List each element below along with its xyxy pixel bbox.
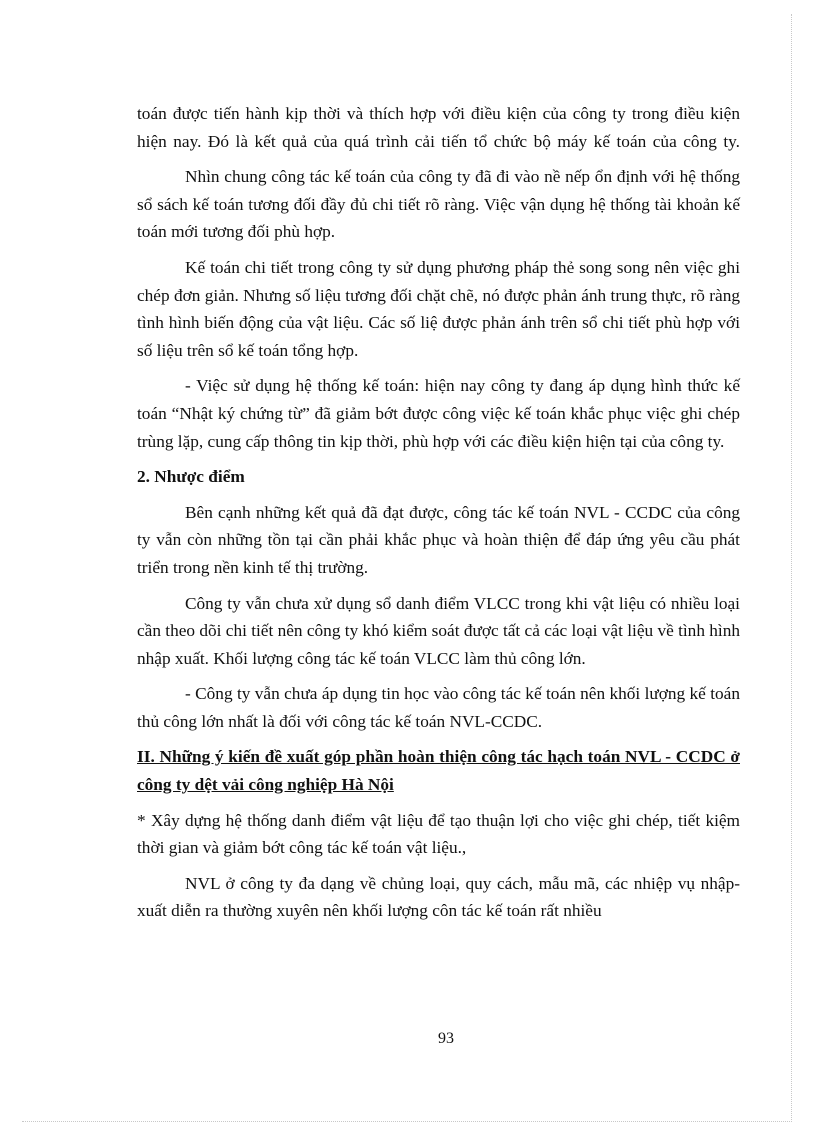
page-body xyxy=(137,100,740,933)
page-number: 93 xyxy=(438,1030,454,1047)
paragraph-overview: Nhìn chung công tác kế toán của công ty đã đi vào nề nếp ổn định với hệ thống sổ sách kế toán tương đối đầy đủ chi tiết rõ ràng. Việc vận dụng hệ thống tài khoản kế toán mới tương đối phù hợp. xyxy=(137,167,740,242)
paragraph-it: - Công ty vẫn chưa áp dụng tin học vào công tác kế toán nên khối lượng kế toán thủ công lớn nhất là đối với công tác kế toán NVL-CCDC. xyxy=(137,684,740,731)
paragraph-accounting-system: - Việc sử dụng hệ thống kế toán: hiện nay công ty đang áp dụng hình thức kế toán “Nhật ký chứng từ” đã giảm bớt được công việc kế toán khắc phục việc ghi chép trùng lặp, cung cấp thông tin kịp thời, phù hợp với các điều kiện hiện tại của công ty. xyxy=(137,376,740,451)
paragraph-vlcc: Công ty vẫn chưa xử dụng sổ danh điểm VLCC trong khi vật liệu có nhiều loại cần theo dõi chi tiết nên công ty khó kiểm soát được tất cả các loại vật liệu về tình hình nhập xuất. Khối lượng công tác kế toán VLCC làm thủ công lớn. xyxy=(137,593,741,668)
paragraph-limitations: Bên cạnh những kết quả đã đạt được, công tác kế toán NVL - CCDC của công ty vẫn còn những tồn tại cần phải khắc phục và hoàn thiện để đáp ứng yêu cầu phát triển trong nền kinh tế thị trường. xyxy=(137,502,740,577)
paragraph-materials: NVL ở công ty đa dạng về chủng loại, quy cách, mẫu mã, các nhiệp vụ nhập- xuất diễn ra thường xuyên nên khối lượng côn tác kế toán rất nhiều xyxy=(137,873,740,921)
section-heading-proposals: II. Những ý kiến đề xuất góp phần hoàn thiện công tác hạch toán NVL - CCDC ở công ty dệt vải công nghiệp Hà Nội xyxy=(137,747,740,795)
paragraph-continuation: toán được tiến hành kịp thời và thích hợp với điều kiện của công ty trong điều kiện hiện nay. Đó là kết quả của quá trình cải tiến tổ chức bộ máy kế toán của công ty. xyxy=(137,104,740,151)
section-heading-weaknesses: 2. Nhược điểm xyxy=(137,467,245,487)
paragraph-proposal-1: * Xây dựng hệ thống danh điểm vật liệu để tạo thuận lợi cho việc ghi chép, tiết kiệm thời gian và giảm bớt công tác kế toán vật liệu., xyxy=(137,810,740,858)
paragraph-detail-accounting: Kế toán chi tiết trong công ty sử dụng phương pháp thẻ song song nên việc ghi chép đơn giản. Nhưng số liệu tương đối chặt chẽ, nó được phản ánh trung thực, rõ ràng tình hình biến động của vật liệu. Các số liệ được phản ánh trên sổ chi tiết phù hợp với số liệu trên sổ kế toán tổng hợp. xyxy=(137,257,740,360)
